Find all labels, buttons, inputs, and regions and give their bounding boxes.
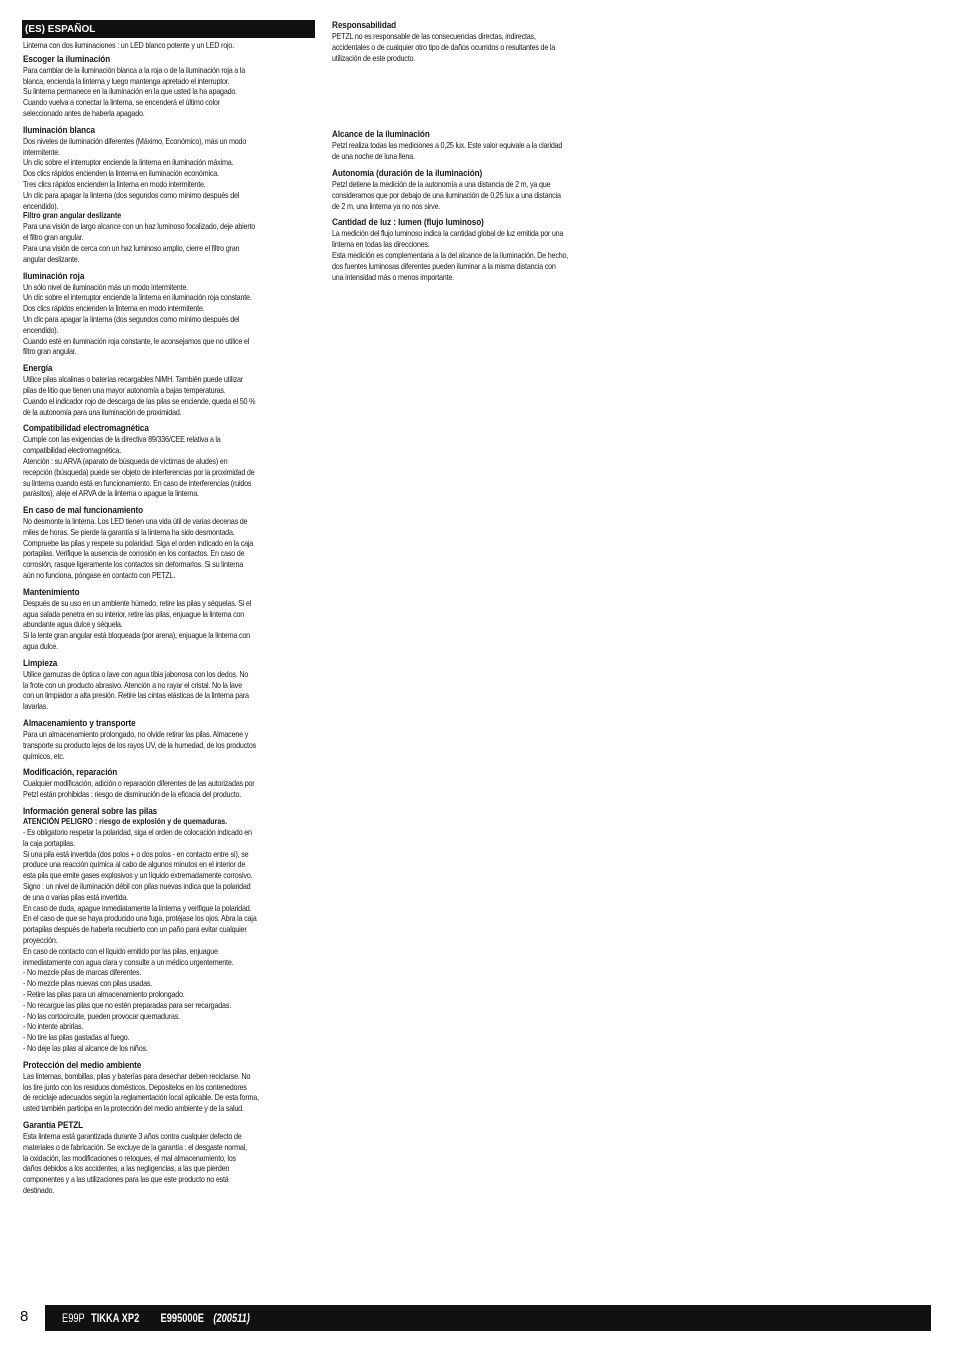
section-body: Las linternas, bombillas, pilas y baterías para desechar deben reciclarse. No los tire junto con los residuos domésticos. Depositelos en los contenedores de reciclaje adecuados según la reglamentación local aplicable. De esta forma, usted también participa en la protección del medio ambiente y de la salud. (23, 1070, 259, 1114)
intro-text: Linterna con dos iluminaciones : un LED blanco potente y un LED rojo. (23, 40, 234, 50)
section-body: - Es obligatorio respetar la polaridad, siga el orden de colocación indicado en la caja portapilas. Si una pila está invertida (dos polos + o dos polos - en contacto entre sí), se produce una reacción química al cabo de algunos minutos en el interior de esta pila que emite gases explosivos y un líquido extremadamente corrosivo. Signo : un nivel de iluminación débil con pilas nuevas indica que la polaridad de una o varias pilas está invertida. En caso de duda, apague inmediatamente la linterna y verifique la polaridad. En el caso de que se haya producido una fuga, protéjase los ojos. Abra la caja portapilas después de haberla recubierto con un paño para evitar cualquier proyección. En caso de contacto con el líquido emitido por las pilas, enjuague inmediatamente con agua clara y consulte a un médico urgentemente. - No mezcle pilas de marcas diferentes. - No mezcle pilas nuevas con pilas usadas. - Retire las pilas para un almacenamiento prolongado. - No recargue las pilas que no estén preparadas para ser recargadas. - No las cortocircuite, pueden provocar quemaduras. - No intente abrirlas. - No tire las pilas gastadas al fuego. - No deje las pilas al alcance de los niños. (23, 827, 257, 1053)
section-body: La medición del flujo luminoso indica la cantidad global de luz emitida por una linterna en todas las direcciones. Esta medición es complementaria a la del alcance de la iluminación. De hecho, dos fuentes luminosas diferentes pueden iluminar a la misma distancia con una intensidad más o menos importante. (332, 228, 569, 282)
section-body: Un sólo nivel de iluminación más un modo intermitente. Un clic sobre el interruptor enciende la linterna en iluminación roja constante. Dos clics rápidos encienden la linterna en modo intermitente. Un clic para apagar la linterna (dos segundos como mínimo después del encendido). Cuando esté en iluminación roja constante, le aconsejamos que no utilice el filtro gran angular. (23, 281, 252, 357)
section-title: Energía (23, 363, 53, 375)
section-title: Almacenamiento y transporte (23, 718, 136, 730)
left-column (23, 20, 315, 1196)
section-body: Para cambiar de la iluminación blanca a la roja o de la iluminación roja a la blanca, encienda la linterna y luego mantenga apretado el interruptor. Su linterna permanece en la iluminación en la que usted la ha apagado. Cuando vuelva a conectar la linterna, se encenderá el último color seleccionado antes de haberla apagado. (23, 64, 246, 118)
section-almacenamiento (23, 718, 315, 761)
section-body: No desmonte la linterna. Los LED tienen una vida útil de varias decenas de miles de horas. Se pierde la garantía si la linterna ha sido desmontada. Compruebe las pilas y respete su polaridad. Siga el orden indicado en la caja portapilas. Verifique la ausencia de corrosión en los contactos. En caso de corrosión, rasque ligeramente los contactos sin deformarlos. Si su linterna aún no funciona, póngase en contacto con PETZL. (23, 516, 254, 581)
footer-code: E99P (62, 1311, 85, 1325)
section-iluminacion-blanca (23, 125, 315, 265)
section-title: Iluminación blanca (23, 124, 95, 136)
section-limpieza (23, 658, 315, 712)
section-mantenimiento (23, 587, 315, 652)
section-body: Petzl detiene la medición de la autonomía a una distancia de 2 m, ya que consideramos que por debajo de una iluminación de 0,25 lux a una distancia de 2 m, una linterna ya no nos sirve. (332, 178, 561, 211)
section-title: Limpieza (23, 657, 58, 669)
section-mal-funcionamiento (23, 505, 315, 581)
section-title: Escoger la iluminación (23, 53, 111, 65)
section-title: Información general sobre las pilas (23, 806, 158, 818)
section-body: Utilice gamuzas de óptica o lave con agua tibia jabonosa con los dedos. No la frote con un producto abrasivo. Atención a no rayar el cristal. No la lave con un limpiador a alta presión. Retire las cintas elásticas de la linterna para lavarlas. (23, 668, 249, 712)
section-autonomia (332, 168, 624, 211)
warning-subtitle: ATENCIÓN PELIGRO : riesgo de explosión y de quemaduras. (23, 817, 228, 827)
section-title: Cantidad de luz : lumen (flujo luminoso) (332, 217, 484, 229)
section-body: PETZL no es responsable de las consecuencias directas, indirectas, accidentales o de cualquier otro tipo de daños ocurridos o resultantes de la utilización de este producto. (332, 31, 556, 63)
section-title: Iluminación roja (23, 270, 85, 282)
section-title: En caso de mal funcionamiento (23, 505, 144, 517)
section-body: Utilice pilas alcalinas o baterías recargables NiMH. También puede utilizar pilas de litio que tienen una mayor autonomía a bajas temperaturas. Cuando el indicador rojo de descarga de las pilas se enciende, queda el 50 % de la autonomía para una iluminación de proximidad. (23, 374, 256, 417)
section-title: Compatibilidad electromagnética (23, 423, 149, 435)
page-number: 8 (20, 1308, 29, 1325)
section-body: Cumple con las exigencias de la directiva 89/336/CEE relativa a la compatibilidad electromagnética. Atención : su ARVA (aparato de búsqueda de víctimas de aludes) en recepción (búsqueda) puede ser objeto de interferencias por la proximidad de su linterna cuando está en funcionamiento. En caso de interferencias (ruidos parásitos), aleje el ARVA de la linterna o apague la linterna. (23, 434, 255, 499)
blank-gap (332, 63, 624, 123)
section-responsabilidad (332, 20, 624, 63)
section-body: Petzl realiza todas las mediciones a 0,25 lux. Este valor equivale a la claridad de una noche de luna llena. (332, 140, 563, 162)
footer-model: TIKKA XP2 (90, 1311, 139, 1325)
section-cantidad-luz (332, 217, 624, 282)
section-alcance (332, 129, 624, 162)
section-energia (23, 363, 315, 417)
section-title: Garantía PETZL (23, 1119, 84, 1131)
section-escoger-iluminacion (23, 54, 315, 119)
section-title: Modificación, reparación (23, 767, 118, 779)
section-subtitle: Filtro gran angular deslizante (23, 211, 122, 221)
section-compatibilidad (23, 423, 315, 499)
footer-date: (200511) (213, 1311, 250, 1325)
section-modificacion (23, 767, 315, 800)
section-title: Responsabilidad (332, 20, 397, 31)
section-garantia (23, 1120, 315, 1196)
section-title: Autonomía (duración de la iluminación) (332, 167, 483, 179)
section-body: Dos niveles de iluminación diferentes (Máximo, Económico), más un modo intermitente. Un clic sobre el interruptor enciende la linterna en iluminación máxima. Dos clics rápidos encienden la linterna en iluminación económica. Tres clics rápidos encienden la linterna en modo intermitente. Un clic para apagar la linterna (dos segundos como mínimo después del encendido). (23, 135, 247, 211)
section-medio-ambiente (23, 1060, 315, 1114)
section-body: Esta linterna está garantizada durante 3 años contra cualquier defecto de materiales o de fabricación. Se excluye de la garantía : el desgaste normal, la oxidación, las modificaciones o retoques, el mal almacenamiento, los daños debidos a los accidentes, a las negligencias, a las que pierden componentes y a las utilizaciones para las que este producto no está destinado. (23, 1130, 247, 1195)
section-body: Cualquier modificación, adición o reparación diferentes de las autorizadas por Petzl están prohibidas : riesgo de disminución de la eficacia del producto. (23, 778, 255, 800)
section-body: Después de su uso en un ambiente húmedo, retire las pilas y séquelas. Si el agua salada penetra en su interior, retire las pilas, enjuague la linterna con abundante agua dulce y séquela. Si la lente gran angular está bloqueada (por arena), enjuague la linterna con agua dulce. (23, 597, 252, 652)
footer-reference: E995000E (160, 1311, 205, 1325)
section-iluminacion-roja (23, 271, 315, 358)
section-title: Alcance de la iluminación (332, 129, 430, 141)
section-body: Para un almacenamiento prolongado, no olvide retirar las pilas. Almacene y transporte su producto lejos de los rayos UV, de la humedad, de los productos químicos, etc. (23, 729, 257, 761)
section-title: Protección del medio ambiente (23, 1059, 142, 1071)
section-sub-body: Para una visión de largo alcance con un haz luminoso focalizado, deje abierto el filtro gran angular. Para una visión de cerca con un haz luminoso amplio, cierre el filtro gran angular deslizante. (23, 221, 256, 264)
right-column (332, 20, 624, 282)
language-header: (ES) ESPAÑOL (22, 20, 315, 38)
footer-bar (45, 1305, 931, 1331)
section-informacion-pilas (23, 806, 315, 1054)
section-title: Mantenimiento (23, 586, 80, 598)
